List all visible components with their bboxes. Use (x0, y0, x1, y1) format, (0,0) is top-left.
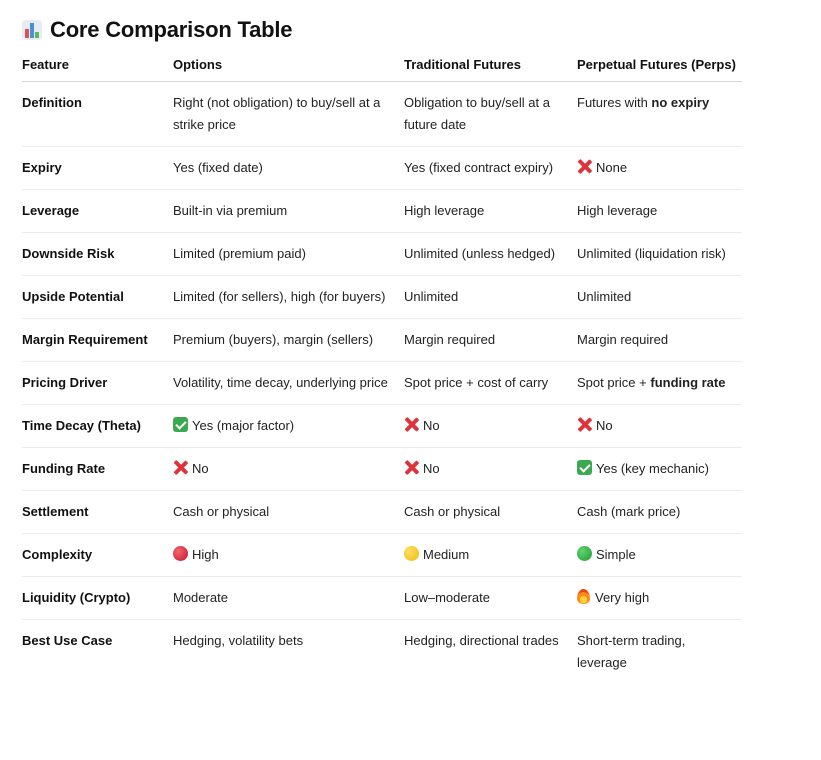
cell-content (404, 157, 577, 179)
cell-text: Cash or physical (404, 504, 501, 519)
cell-text: Limited (premium paid) (173, 246, 306, 261)
perpetual-futures-cell (577, 620, 742, 685)
options-cell (173, 147, 404, 190)
table-body (22, 82, 742, 685)
cell-text: No (423, 418, 440, 433)
cross-mark-icon (577, 159, 592, 174)
options-cell (173, 190, 404, 233)
red-circle-icon (173, 546, 188, 561)
column-header-traditional-futures: Traditional Futures (404, 48, 577, 82)
bar-chart-icon (22, 20, 42, 40)
cell-content (577, 544, 742, 566)
cell-text: Premium (buyers), margin (sellers) (173, 332, 374, 347)
cell-content (404, 587, 577, 609)
table-row (22, 147, 742, 190)
feature-cell: Expiry (22, 147, 173, 190)
cell-text: Yes (fixed contract expiry) (404, 160, 554, 175)
options-cell (173, 448, 404, 491)
cell-content (577, 286, 742, 308)
cell-text: High (192, 547, 219, 562)
cell-text: Unlimited (unless hedged) (404, 246, 556, 261)
cell-content (577, 630, 742, 674)
cell-content (404, 243, 577, 265)
table-row (22, 276, 742, 319)
table-row (22, 233, 742, 276)
perpetual-futures-cell (577, 534, 742, 577)
cell-text: High leverage (404, 203, 485, 218)
cell-text: Cash or physical (173, 504, 270, 519)
cell-bold-text: no expiry (651, 95, 710, 110)
feature-cell: Upside Potential (22, 276, 173, 319)
cell-text: No (423, 461, 440, 476)
table-row (22, 491, 742, 534)
cell-text: Cash (mark price) (577, 504, 681, 519)
cell-text: Limited (for sellers), high (for buyers) (173, 289, 386, 304)
cell-content (173, 243, 404, 265)
cross-mark-icon (404, 417, 419, 432)
options-cell (173, 319, 404, 362)
cell-text: High leverage (577, 203, 658, 218)
feature-cell: Margin Requirement (22, 319, 173, 362)
perpetual-futures-cell (577, 362, 742, 405)
cross-mark-icon (173, 460, 188, 475)
cell-text: Margin required (577, 332, 669, 347)
cell-text: Simple (596, 547, 636, 562)
cell-text: Unlimited (404, 289, 459, 304)
cell-content (404, 544, 577, 566)
cell-text: Unlimited (liquidation risk) (577, 246, 726, 261)
column-header-perpetual-futures: Perpetual Futures (Perps) (577, 48, 742, 82)
options-cell (173, 82, 404, 147)
cell-content (173, 92, 404, 136)
cell-text: Hedging, directional trades (404, 633, 559, 648)
cell-content (577, 587, 742, 609)
cell-content (577, 157, 742, 179)
cell-content (173, 630, 404, 652)
check-mark-icon (173, 417, 188, 432)
cell-content (173, 587, 404, 609)
perpetual-futures-cell (577, 491, 742, 534)
feature-cell: Best Use Case (22, 633, 113, 648)
cell-content (173, 415, 404, 437)
options-cell (173, 577, 404, 620)
cell-content (404, 415, 577, 437)
feature-cell: Time Decay (Theta) (22, 405, 173, 448)
fire-icon (577, 589, 590, 604)
cell-text: Volatility, time decay, underlying price (173, 375, 388, 390)
traditional-futures-cell (404, 362, 577, 405)
cell-text: Low–moderate (404, 590, 490, 605)
page-title-text: Core Comparison Table (50, 17, 293, 42)
cell-content (173, 286, 404, 308)
cell-text: Margin required (404, 332, 496, 347)
cell-text: Yes (fixed date) (173, 160, 263, 175)
table-header-row (22, 48, 742, 82)
perpetual-futures-cell (577, 405, 742, 448)
cell-content (577, 372, 742, 394)
traditional-futures-cell (404, 620, 577, 685)
cell-content (404, 286, 577, 308)
cell-content (173, 544, 404, 566)
cell-text: Built-in via premium (173, 203, 288, 218)
cell-content (577, 243, 742, 265)
table-row (22, 534, 742, 577)
feature-cell: Definition (22, 82, 173, 147)
perpetual-futures-cell (577, 82, 742, 147)
cell-text: Yes (major factor) (192, 418, 295, 433)
cell-content (404, 329, 577, 351)
traditional-futures-cell (404, 190, 577, 233)
traditional-futures-cell (404, 405, 577, 448)
cell-text: No (192, 461, 209, 476)
options-cell (173, 534, 404, 577)
cross-mark-icon (404, 460, 419, 475)
cell-text: None (596, 160, 628, 175)
cell-text: Obligation to buy/sell at a future date (404, 95, 554, 132)
table-row (22, 362, 742, 405)
cell-content (173, 458, 404, 480)
perpetual-futures-cell (577, 448, 742, 491)
table-row (22, 190, 742, 233)
cell-text: Short-term trading, leverage (577, 633, 689, 670)
cell-content (577, 329, 742, 351)
feature-cell: Complexity (22, 534, 173, 577)
page-title (22, 14, 292, 46)
traditional-futures-cell (404, 448, 577, 491)
traditional-futures-cell (404, 577, 577, 620)
table-row (22, 448, 742, 491)
cell-text: Medium (423, 547, 470, 562)
table-row (22, 577, 742, 620)
column-header-feature: Feature (22, 48, 173, 82)
traditional-futures-cell (404, 82, 577, 147)
perpetual-futures-cell (577, 577, 742, 620)
comparison-table (22, 48, 742, 684)
check-mark-icon (577, 460, 592, 475)
cell-text: Spot price + (577, 375, 651, 390)
traditional-futures-cell (404, 147, 577, 190)
cell-content (173, 372, 404, 394)
traditional-futures-cell (404, 319, 577, 362)
perpetual-futures-cell (577, 233, 742, 276)
green-circle-icon (577, 546, 592, 561)
feature-cell: Settlement (22, 491, 173, 534)
feature-cell: Liquidity (Crypto) (22, 577, 173, 620)
table-row (22, 82, 742, 147)
options-cell (173, 491, 404, 534)
cell-content (404, 501, 577, 523)
column-header-options: Options (173, 48, 404, 82)
traditional-futures-cell (404, 534, 577, 577)
options-cell (173, 620, 404, 685)
options-cell (173, 362, 404, 405)
perpetual-futures-cell (577, 276, 742, 319)
cell-content (173, 501, 404, 523)
table-row (22, 405, 742, 448)
cell-content (577, 458, 742, 480)
cell-content (577, 200, 742, 222)
cell-content (404, 372, 577, 394)
feature-cell: Pricing Driver (22, 362, 173, 405)
cell-text: Hedging, volatility bets (173, 633, 304, 648)
feature-cell: Leverage (22, 190, 173, 233)
yellow-circle-icon (404, 546, 419, 561)
cell-content (577, 92, 742, 114)
cell-content (173, 329, 404, 351)
cell-content (404, 200, 577, 222)
cell-bold-text: funding rate (650, 375, 726, 390)
cell-text: Moderate (173, 590, 228, 605)
cell-text: Spot price + cost of carry (404, 375, 549, 390)
traditional-futures-cell (404, 276, 577, 319)
cell-content (577, 501, 742, 523)
cell-content (404, 630, 577, 652)
feature-cell: Downside Risk (22, 233, 173, 276)
cell-content (404, 458, 577, 480)
cell-content (173, 200, 404, 222)
feature-cell: Funding Rate (22, 448, 173, 491)
perpetual-futures-cell (577, 190, 742, 233)
cell-content (404, 92, 577, 136)
cell-text: Unlimited (577, 289, 632, 304)
table-row (22, 319, 742, 362)
options-cell (173, 276, 404, 319)
cell-content (173, 157, 404, 179)
perpetual-futures-cell (577, 147, 742, 190)
cell-text: Right (not obligation) to buy/sell at a strike price (173, 95, 385, 132)
cross-mark-icon (577, 417, 592, 432)
options-cell (173, 233, 404, 276)
cell-text: Futures with (577, 95, 652, 110)
cell-text: Very high (595, 590, 650, 605)
perpetual-futures-cell (577, 319, 742, 362)
traditional-futures-cell (404, 491, 577, 534)
options-cell (173, 405, 404, 448)
table-row (22, 620, 742, 685)
traditional-futures-cell (404, 233, 577, 276)
cell-text: No (596, 418, 613, 433)
cell-content (577, 415, 742, 437)
cell-text: Yes (key mechanic) (596, 461, 709, 476)
